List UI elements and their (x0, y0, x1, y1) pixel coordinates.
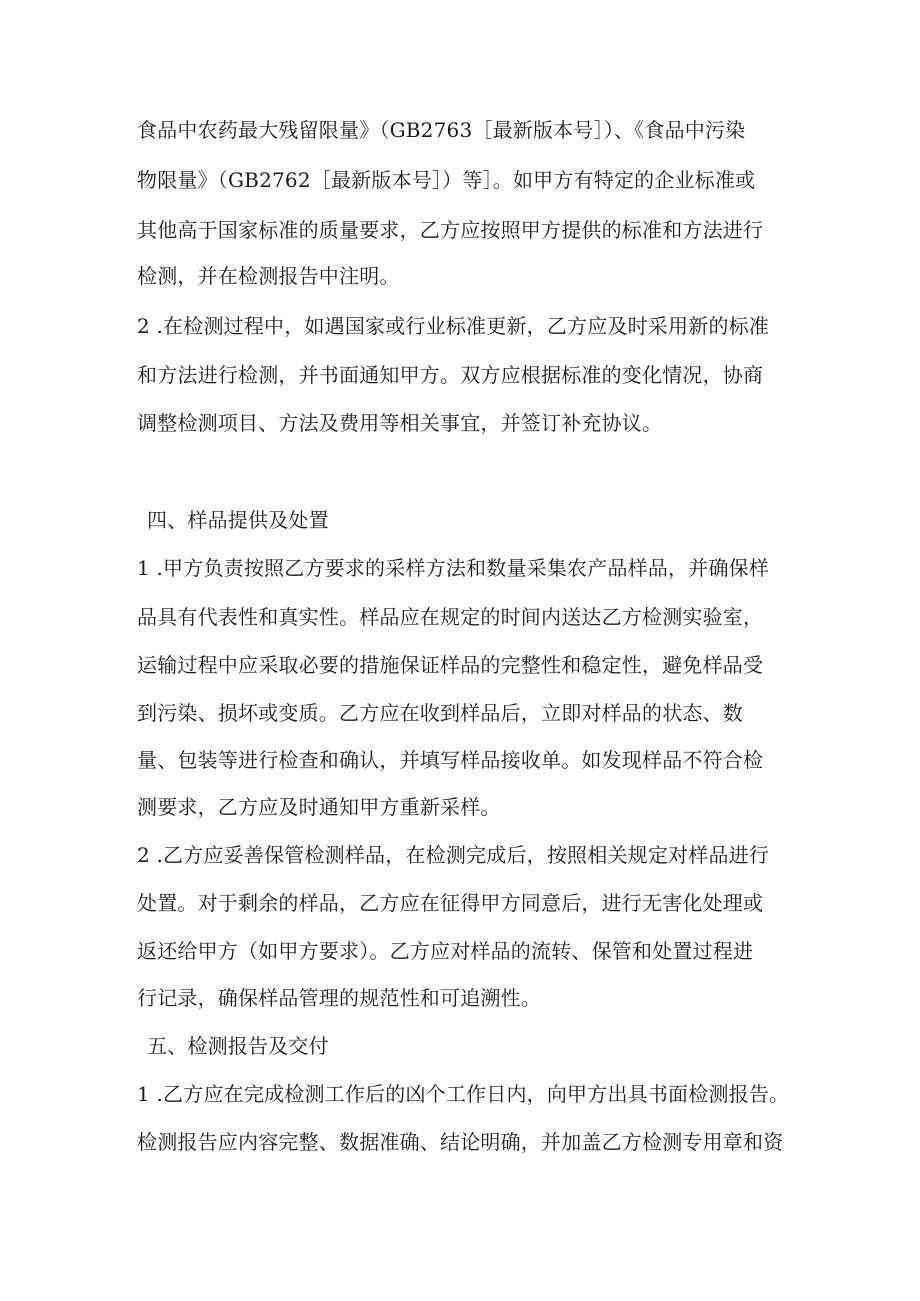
text-line: 调整检测项目、方法及费用等相关事宜，并签订补充协议。 (137, 411, 663, 435)
section-heading: 五、检测报告及交付 (147, 1034, 329, 1058)
text-line: 1 .甲方负责按照乙方要求的采样方法和数量采集农产品样品，并确保样 (137, 556, 770, 580)
text-line: 2 .在检测过程中，如遇国家或行业标准更新，乙方应及时采用新的标准 (137, 314, 770, 338)
text-line: 和方法进行检测，并书面通知甲方。双方应根据标准的变化情况，协商 (137, 363, 764, 387)
text-line: 检测，并在检测报告中注明。 (137, 264, 400, 288)
text-line: 到污染、损坏或变质。乙方应在收到样品后，立即对样品的状态、数 (137, 701, 743, 725)
text-line: 2 .乙方应妥善保管检测样品，在检测完成后，按照相关规定对样品进行 (137, 843, 770, 867)
text-line: 行记录，确保样品管理的规范性和可追溯性。 (137, 986, 541, 1010)
text-line: 食品中农药最大残留限量》（GB2763［最新版本号］）、《食品中污染 (137, 118, 746, 142)
text-line: 其他高于国家标准的质量要求，乙方应按照甲方提供的标准和方法进行 (137, 218, 764, 242)
text-line: 品具有代表性和真实性。样品应在规定的时间内送达乙方检测实验室， (137, 605, 764, 629)
text-line: 1 .乙方应在完成检测工作后的凶个工作日内，向甲方出具书面检测报告。 (137, 1082, 790, 1106)
text-line: 处置。对于剩余的样品，乙方应在征得甲方同意后，进行无害化处理或 (137, 891, 764, 915)
section-heading: 四、样品提供及处置 (147, 508, 329, 532)
text-line: 物限量》（GB2762［最新版本号］）等］。如甲方有特定的企业标准或 (137, 168, 756, 192)
text-line: 返还给甲方（如甲方要求）。乙方应对样品的流转、保管和处置过程进 (137, 939, 754, 963)
text-line: 测要求，乙方应及时通知甲方重新采样。 (137, 795, 501, 819)
text-line: 运输过程中应采取必要的措施保证样品的完整性和稳定性，避免样品受 (137, 653, 764, 677)
text-line: 检测报告应内容完整、数据准确、结论明确，并加盖乙方检测专用章和资 (137, 1130, 784, 1154)
text-line: 量、包装等进行检查和确认，并填写样品接收单。如发现样品不符合检 (137, 748, 764, 772)
